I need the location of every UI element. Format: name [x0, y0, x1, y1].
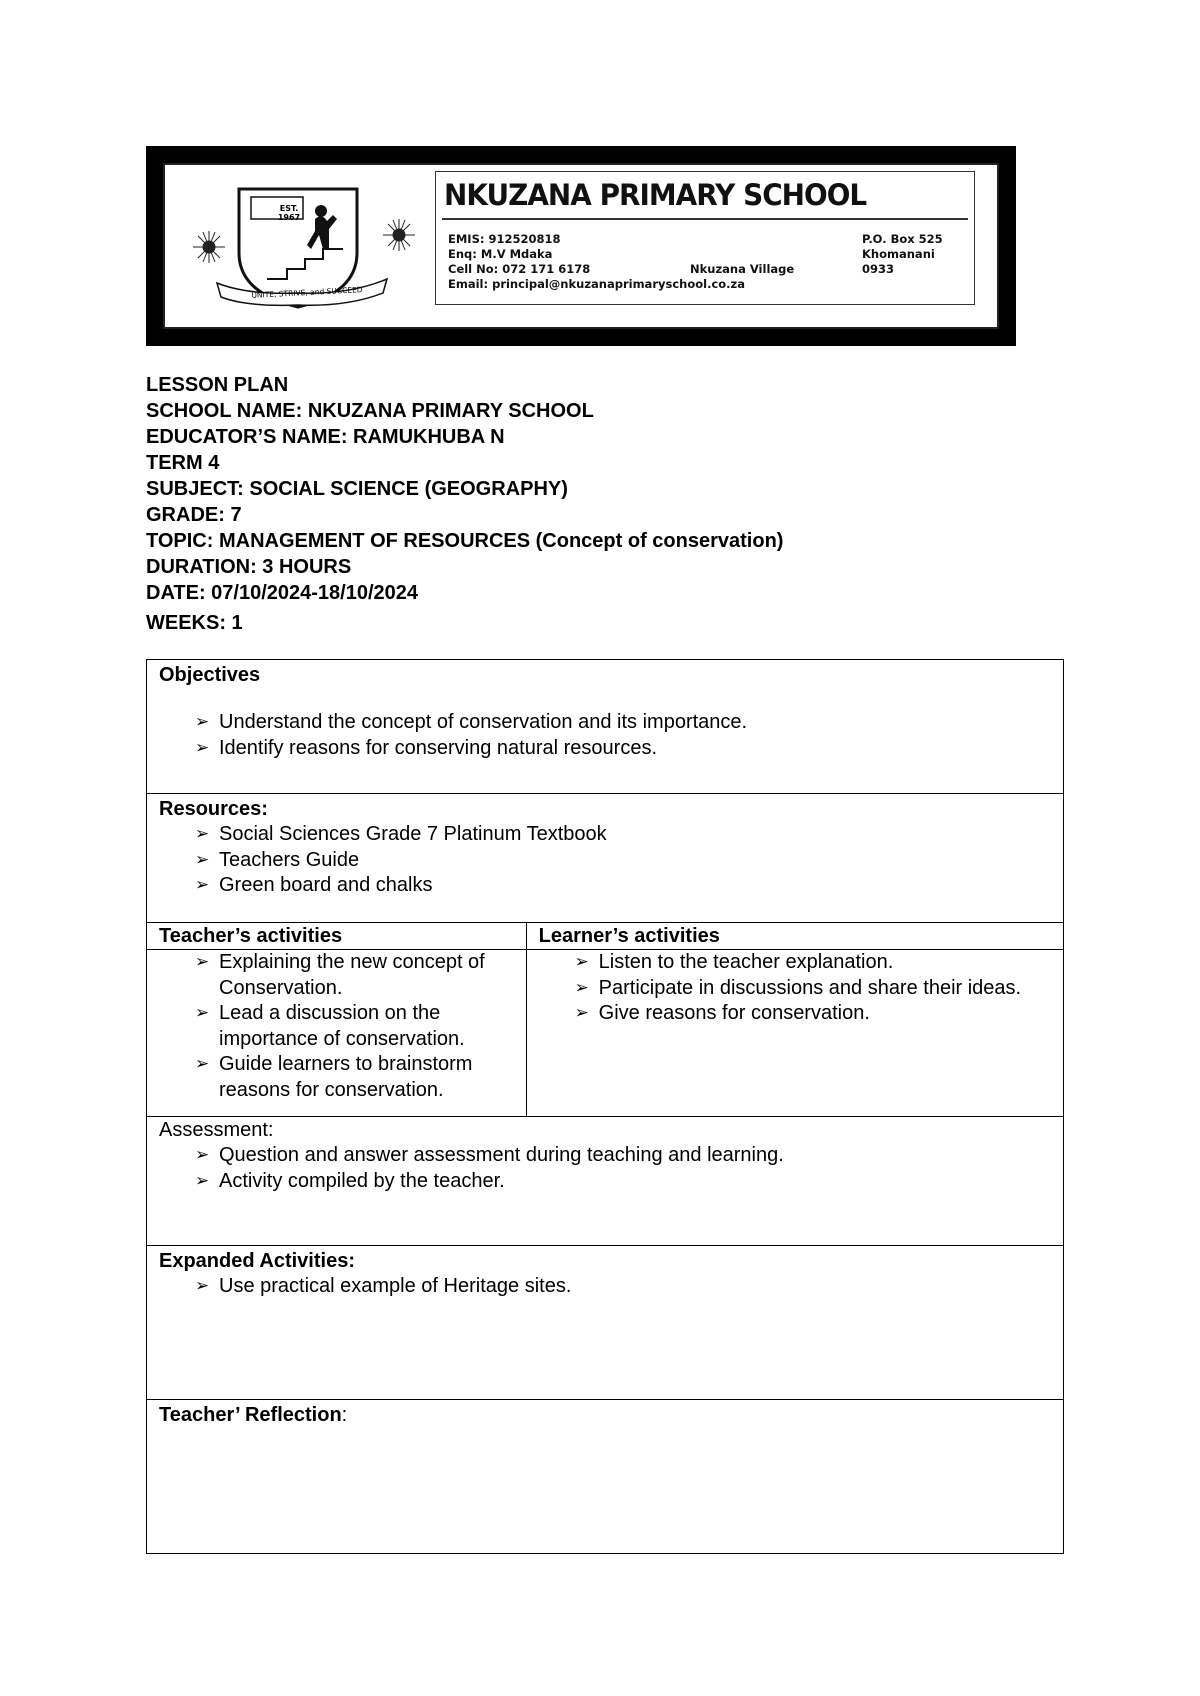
activities-header-row	[147, 923, 1064, 950]
postal-code: 0933	[862, 262, 895, 276]
reflection-colon: :	[341, 1404, 348, 1426]
list-item: ➢ Question and answer assessment during teaching and learning.	[195, 1143, 1051, 1169]
list-item: ➢ Social Sciences Grade 7 Platinum Textbook	[195, 822, 1051, 848]
letterhead	[146, 146, 1016, 346]
teacher-activities-title: Teacher’s activities	[159, 925, 343, 947]
weeks-line: WEEKS: 1	[146, 612, 243, 634]
educator-line: EDUCATOR’S NAME: RAMUKHUBA N	[146, 426, 505, 448]
email-address: Email: principal@nkuzanaprimaryschool.co.za	[448, 277, 745, 291]
list-item: ➢ Lead a discussion on the importance of conservation.	[195, 1001, 514, 1052]
assessment-row	[147, 1117, 1064, 1246]
crest-motto: UNITE, STRIVE, and SUCCEED	[251, 285, 363, 300]
enquiries: Enq: M.V Mdaka	[448, 247, 553, 261]
objectives-list	[147, 710, 1063, 761]
list-item: ➢ Green board and chalks	[195, 873, 1051, 899]
expanded-activities-row	[147, 1246, 1064, 1400]
school-info-box	[435, 171, 975, 305]
duration-line: DURATION: 3 HOURS	[146, 556, 352, 578]
school-name-line: SCHOOL NAME: NKUZANA PRIMARY SCHOOL	[146, 400, 594, 422]
sunburst-right-icon	[383, 219, 415, 251]
village-name: Nkuzana Village	[690, 262, 795, 276]
list-item: ➢ Teachers Guide	[195, 848, 1051, 874]
resources-list	[147, 822, 1063, 899]
activities-row	[147, 950, 1064, 1117]
list-item: ➢ Understand the concept of conservation and its importance.	[195, 710, 1051, 736]
doc-title: LESSON PLAN	[146, 374, 289, 396]
expanded-activities-list	[147, 1274, 1063, 1300]
town-name: Khomanani	[862, 247, 935, 261]
lesson-plan-table	[146, 659, 1064, 1554]
resources-title: Resources:	[159, 798, 268, 820]
assessment-list	[147, 1143, 1063, 1194]
lesson-header	[146, 372, 1066, 636]
topic-line: TOPIC: MANAGEMENT OF RESOURCES (Concept of conservation)	[146, 530, 784, 552]
learner-activities-cell	[526, 950, 1063, 1117]
learner-activities-head	[526, 923, 1063, 950]
banner-divider	[442, 218, 968, 220]
teacher-activities-cell	[147, 950, 527, 1117]
date-line: DATE: 07/10/2024-18/10/2024	[146, 582, 419, 604]
po-box: P.O. Box 525	[862, 232, 943, 246]
school-crest	[187, 175, 417, 315]
list-item: ➢ Participate in discussions and share their ideas.	[575, 976, 1051, 1002]
list-item: ➢ Use practical example of Heritage sites.	[195, 1274, 1051, 1300]
letterhead-inner	[163, 163, 999, 329]
assessment-title: Assessment:	[159, 1119, 274, 1141]
emis-number: EMIS: 912520818	[448, 232, 561, 246]
expanded-activities-title: Expanded Activities:	[159, 1250, 355, 1272]
list-item: ➢ Listen to the teacher explanation.	[575, 950, 1051, 976]
expanded-activities-cell	[147, 1246, 1064, 1400]
assessment-cell	[147, 1117, 1064, 1246]
objectives-cell	[147, 660, 1064, 794]
list-item: ➢ Guide learners to brainstorm reasons for conservation.	[195, 1052, 514, 1103]
resources-cell	[147, 794, 1064, 923]
list-item: ➢ Identify reasons for conserving natural resources.	[195, 736, 1051, 762]
resources-row	[147, 794, 1064, 923]
list-item: ➢ Activity compiled by the teacher.	[195, 1169, 1051, 1195]
subject-line: SUBJECT: SOCIAL SCIENCE (GEOGRAPHY)	[146, 478, 568, 500]
list-item: ➢ Explaining the new concept of Conservation.	[195, 950, 514, 1001]
reflection-title-line	[147, 1400, 1063, 1428]
teacher-activities-list	[147, 950, 526, 1103]
learner-activities-title: Learner’s activities	[538, 925, 720, 947]
objectives-title: Objectives	[159, 664, 261, 686]
reflection-cell	[147, 1400, 1064, 1554]
learner-activities-list	[527, 950, 1063, 1027]
reflection-title: Teacher’ Reflection	[159, 1404, 342, 1426]
term-line: TERM 4	[146, 452, 220, 474]
cell-number: Cell No: 072 171 6178	[448, 262, 591, 276]
grade-line: GRADE: 7	[146, 504, 242, 526]
list-item: ➢ Give reasons for conservation.	[575, 1001, 1051, 1027]
reflection-row	[147, 1400, 1064, 1554]
teacher-activities-head	[147, 923, 527, 950]
crest-est-label: EST. 1967	[277, 204, 301, 222]
school-banner-title: NKUZANA PRIMARY SCHOOL	[444, 178, 867, 212]
objectives-row	[147, 660, 1064, 794]
sunburst-left-icon	[193, 231, 225, 263]
